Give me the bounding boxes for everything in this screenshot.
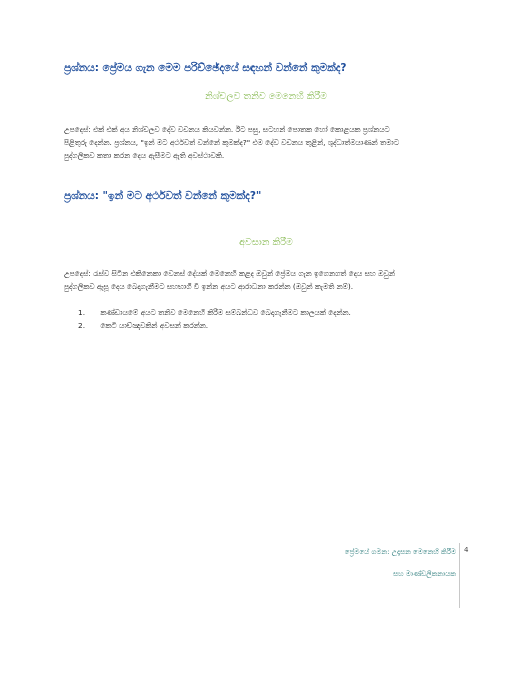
list-item <box>64 319 474 332</box>
list-item-text: කෙටි යාච්ඤාවකින් අවසන් කරන්න. <box>100 321 209 330</box>
question-heading-1: ප්‍රශ්නය: ප්‍රේමය ගැන මෙම පරිච්ඡේදයේ සඳහන් වන්නේ කුමක්ද? <box>64 62 347 74</box>
list-item-number: 2. <box>78 321 86 330</box>
page-number: 4 <box>464 546 469 554</box>
footer-title: ප්‍රේමයේ ගමන: උදෑසන මෙනෙහි කිරීම <box>344 548 456 556</box>
instructions-paragraph-1 <box>64 123 474 162</box>
list-item <box>64 306 474 319</box>
paragraph-line: උපදෙස්: එක් එක් අය නිශ්චලව දේව වචනය කියවන්න. ඊට පසු, සටහන් පොතක හෝ කොළයක ප්‍රශ්නයට <box>64 125 390 134</box>
paragraph-line: පිළිතුරු දෙන්න. ප්‍රශ්නය, "ඉන් මට අර්ථවත් වන්නේ කුමක්ද?" එම දේව වචනය තුළින්, ශුද්ධාත්මයාණන් තමාට <box>64 138 400 147</box>
footer-subtitle: සහ මාණ්ඩලිකනායක <box>393 570 456 578</box>
section-title-closing: අවසාන කිරීම <box>239 237 293 248</box>
instructions-paragraph-2 <box>64 267 474 293</box>
question-heading-2: ප්‍රශ්නය: "ඉන් මට අර්ථවත් වන්නේ කුමක්ද?" <box>64 190 262 202</box>
list-item-text: කණ්ඩායමේ අයට තනිව මෙනෙහි කිරීම සම්බන්ධව බෙදාගැනීමට කාලයක් දෙන්න. <box>100 308 351 317</box>
paragraph-line: පුද්ගලිකව ඇසූ දෙය බෙදාගැනීමට සහභාගී වී ඉන්න අයට ආරාධනා කරන්න (ඔවුන් කැමති නම්). <box>64 282 354 291</box>
numbered-list <box>64 306 474 332</box>
section-title-solitary-meditation: නිශ්චලව තනිව මෙනෙහි කිරීම <box>205 91 327 102</box>
footer-divider <box>459 543 460 608</box>
list-item-number: 1. <box>78 308 86 317</box>
paragraph-line: පුද්ගලිකව කතා කරන දෙය ඇසීමට ඇති අවස්ථාවකි. <box>64 151 225 160</box>
paragraph-line: උපදෙස්: රැස්ව සිටින එකිනෙකා වෙනස් දේයක් මෙනෙහි කළද ඔවුන් ප්‍රේමය ගැන ඉගෙනගත් දෙය සහ ඔවුන් <box>64 269 395 278</box>
